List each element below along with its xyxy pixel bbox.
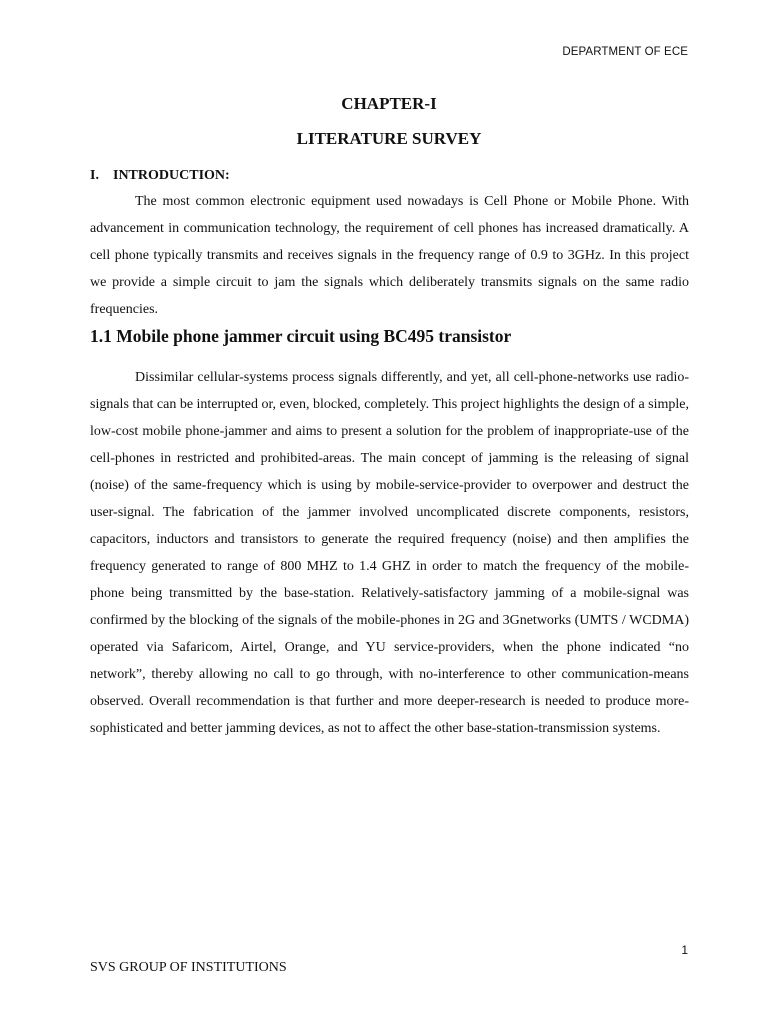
department-header: DEPARTMENT OF ECE bbox=[562, 46, 688, 58]
section-number: I. bbox=[90, 168, 99, 183]
page-number: 1 bbox=[681, 943, 688, 957]
subsection-heading: 1.1 Mobile phone jammer circuit using BC495 transistor bbox=[90, 326, 512, 346]
chapter-number: CHAPTER-I bbox=[341, 94, 437, 113]
section-heading-text: INTRODUCTION: bbox=[113, 168, 230, 183]
institution-footer: SVS GROUP OF INSTITUTIONS bbox=[90, 960, 287, 975]
jammer-paragraph: Dissimilar cellular-systems process signals differently, and yet, all cell-phone-networks use radio-signals that can be interrupted or, even, blocked, completely. This project highlights the design of a simple, low-cost mobile phone-jammer and aims to present a solution for the problem of inappropriate-use of the cell-phones in restricted and prohibited-areas. The main concept of jamming is the releasing of signal (noise) of the same-frequency which is using by mobile-service-provider to overpower and destruct the user-signal. The fabrication of the jammer involved uncomplicated discrete components, resistors, capacitors, inductors and transistors to generate the required frequency (noise) and then amplifies the frequency generated to range of 800 MHZ to 1.4 GHZ in order to match the frequency of the mobile-phone being transmitted by the base-station. Relatively-satisfactory jamming of a mobile-signal was confirmed by the blocking of the signals of the mobile-phones in 2G and 3Gnetworks (UMTS / WCDMA) operated via Safaricom, Airtel, Orange, and YU service-providers, when the phone indicated “no network”, thereby allowing no call to go through, with no-interference to other communication-means observed. Overall recommendation is that further and more deeper-research is needed to produce more-sophisticated and better jamming devices, as not to affect the other base-station-transmission systems. bbox=[90, 370, 689, 736]
chapter-title: LITERATURE SURVEY bbox=[296, 129, 482, 148]
introduction-paragraph: The most common electronic equipment used nowadays is Cell Phone or Mobile Phone. With advancement in communication technology, the requirement of cell phones has increased dramatically. A cell phone typically transmits and receives signals in the frequency range of 0.9 to 3GHz. In this project we provide a simple circuit to jam the signals which deliberately transmits signals on the same radio frequencies. bbox=[90, 194, 689, 317]
section-heading-introduction bbox=[90, 168, 230, 184]
